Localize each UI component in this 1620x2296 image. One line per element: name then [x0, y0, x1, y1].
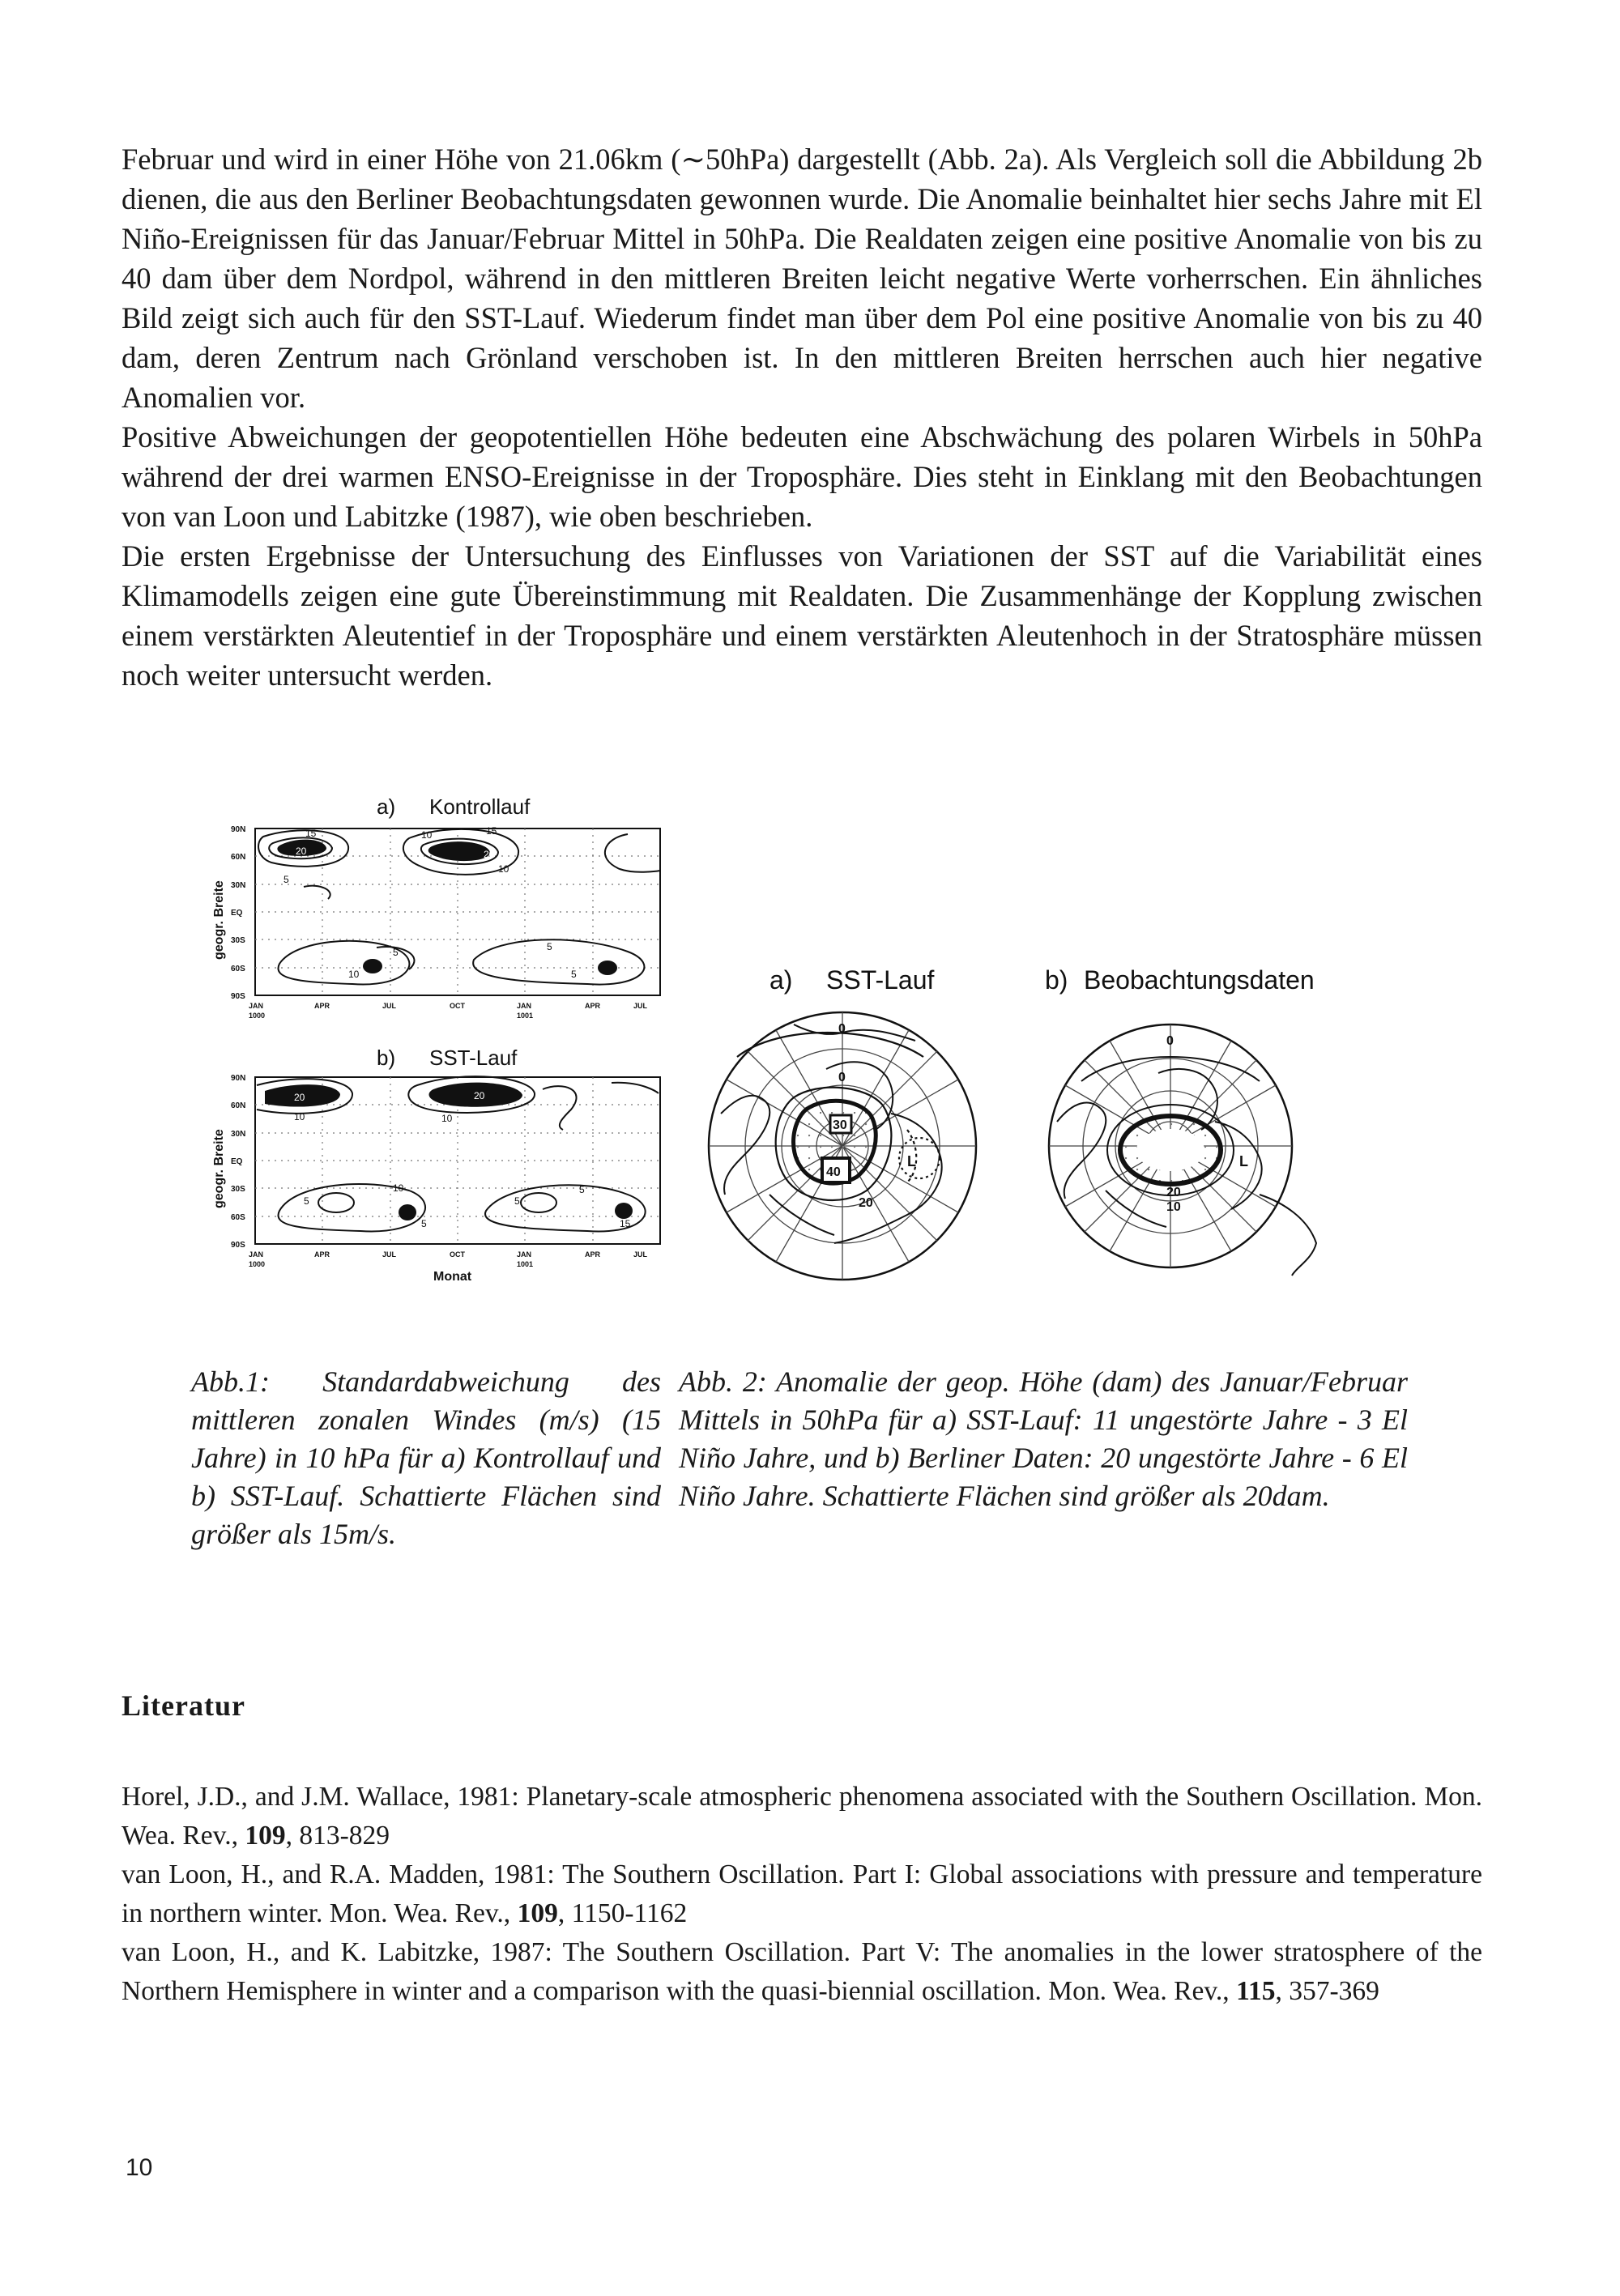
fig1-b-label: 5 — [421, 1218, 427, 1229]
paragraph-1: Februar und wird in einer Höhe von 21.06km (∼50hPa) dargestellt (Abb. 2a). Als Vergleich soll die Abbildung 2b dienen, die aus den Berliner Beobachtungsdaten gewonnen wurde. Die Anomalie beinhaltet hier sechs Jahre mit El Niño-Ereignissen für das Januar/Februar Mittel in 50hPa. Die Realdaten zeigen eine positive Anomalie von bis zu 40 dam über dem Nordpol, während in den mittleren Breiten leicht negative Werte vorherrschen. Ein ähnliches Bild zeigt sich auch für den SST-Lauf. Wiederum findet man über dem Pol eine positive Anomalie von bis zu 40 dam, deren Zentrum nach Grönland verschoben ist. In den mittleren Breiten herrschen auch hier negative Anomalien vor. — [122, 143, 1482, 414]
map-b-label: 20 — [1166, 1186, 1181, 1199]
ytick: 90S — [231, 1241, 245, 1250]
fig2-map-a — [709, 1012, 976, 1280]
literature-heading: Literatur — [122, 1689, 245, 1722]
fig1-panel-b-title: SST-Lauf — [429, 1046, 518, 1070]
fig2-map-b — [1049, 1024, 1316, 1276]
fig1-b-label: 20 — [294, 1092, 305, 1103]
reference-3 — [122, 1933, 1482, 2011]
xtick: OCT — [450, 1002, 465, 1010]
fig1-a-label: 20 — [484, 849, 495, 860]
ytick: 60S — [231, 965, 245, 973]
fig1-panel-a-ylabel: geogr. Breite — [212, 880, 226, 960]
ytick: 90S — [231, 992, 245, 1001]
figure-2 — [705, 960, 1377, 1300]
ytick: EQ — [231, 1157, 243, 1166]
fig1-b-label: 10 — [441, 1113, 453, 1124]
map-b-label: L — [1239, 1153, 1248, 1169]
paragraph-2: Positive Abweichungen der geopotentiellen Höhe bedeuten eine Abschwächung des polaren Wirbels in 50hPa während der drei warmen ENSO-Ereignisse in der Troposphäre. Dies steht in Einklang mit den Beobachtungen von van Loon und Labitzke (1987), wie oben beschrieben. — [122, 420, 1482, 533]
xtick: APR — [314, 1250, 330, 1259]
fig2-panel-b-title: Beobachtungsdaten — [1084, 965, 1315, 995]
page-number: 10 — [126, 2154, 153, 2181]
fig1-panel-a-title: Kontrollauf — [429, 794, 531, 819]
xtick-year: 1001 — [517, 1012, 534, 1020]
xtick: APR — [585, 1002, 601, 1010]
fig2-panel-a-label: a) — [770, 965, 793, 995]
xtick: JAN — [517, 1002, 532, 1010]
reference-3-pages: , 357-369 — [1275, 1976, 1379, 2006]
reference-2-pages: , 1150-1162 — [557, 1898, 688, 1928]
fig1-a-label: 20 — [296, 846, 307, 857]
xtick-year: 1000 — [249, 1260, 266, 1268]
fig1-panel-a-xticks — [249, 1002, 648, 1020]
xtick-year: 1001 — [517, 1260, 534, 1268]
paragraph-3: Die ersten Ergebnisse der Untersuchung des Einflusses von Variationen der SST auf die Variabilität eines Klimamodells zeigen eine gute Übereinstimmung mit Realdaten. Die Zusammenhänge der Kopplung zwischen einem verstärkten Aleutentief in der Troposphäre und einem verstärkten Aleutenhoch in der Stratosphäre müssen noch weiter untersucht werden. — [122, 539, 1482, 692]
xtick: JAN — [249, 1002, 264, 1010]
ytick: 60N — [231, 1101, 246, 1110]
reference-2 — [122, 1855, 1482, 1933]
fig1-b-label: 15 — [620, 1218, 631, 1229]
fig1-b-label: 10 — [393, 1182, 404, 1194]
fig1-a-label: 10 — [348, 969, 360, 980]
figure-1 — [207, 790, 676, 1288]
reference-1-pages: , 813-829 — [285, 1821, 390, 1851]
fig1-b-label: 20 — [474, 1090, 485, 1101]
fig1-a-label: 5 — [571, 969, 577, 980]
fig1-a-label: 10 — [421, 829, 433, 841]
body-text — [122, 139, 1482, 695]
fig1-panel-a-label: a) — [377, 794, 396, 819]
ytick: 90N — [231, 1074, 246, 1083]
map-b-shading — [1120, 1116, 1221, 1184]
xtick: JAN — [249, 1250, 264, 1259]
xtick: APR — [314, 1002, 330, 1010]
fig1-panel-b-label: b) — [377, 1046, 396, 1070]
map-a-label: 0 — [838, 1022, 846, 1036]
fig1-panel-b — [212, 1074, 660, 1284]
map-a-label: L — [907, 1153, 916, 1169]
fig1-a-label: 5 — [393, 947, 399, 958]
fig1-b-label: 5 — [579, 1184, 585, 1195]
ytick: 30S — [231, 936, 245, 945]
reference-list — [122, 1778, 1482, 2011]
fig1-a-label: 10 — [498, 863, 509, 875]
ytick: 90N — [231, 825, 246, 834]
ytick: 30S — [231, 1185, 245, 1194]
ytick: EQ — [231, 909, 243, 918]
fig1-a-label: 5 — [284, 874, 289, 885]
xtick-year: 1000 — [249, 1012, 266, 1020]
reference-3-volume: 115 — [1236, 1976, 1276, 2006]
xtick: JUL — [382, 1002, 397, 1010]
figure-1-svg — [207, 790, 676, 1288]
xtick: OCT — [450, 1250, 465, 1259]
xtick: JAN — [517, 1250, 532, 1259]
fig1-b-label: 5 — [514, 1195, 520, 1207]
map-b-label: 10 — [1166, 1200, 1181, 1214]
fig1-b-label: 5 — [304, 1195, 309, 1207]
ytick: 30N — [231, 881, 246, 890]
fig1-panel-a — [212, 825, 660, 1020]
reference-1-volume: 109 — [245, 1821, 286, 1851]
reference-3-text: van Loon, H., and K. Labitzke, 1987: The Southern Oscillation. Part V: The anomalies in the lower stratosphere of the Northern Hemisphere in winter and a comparison with the quasi-biennial oscillation. Mon. Wea. Rev., — [122, 1937, 1482, 2006]
fig1-panel-b-xticks — [249, 1250, 648, 1268]
ytick: 60N — [231, 853, 246, 862]
xtick: JUL — [633, 1250, 648, 1259]
reference-1 — [122, 1778, 1482, 1855]
map-a-label: 20 — [859, 1196, 873, 1210]
figure-2-svg — [705, 960, 1377, 1300]
fig2-panel-a-title: SST-Lauf — [826, 965, 935, 995]
xtick: JUL — [382, 1250, 397, 1259]
fig1-panel-b-ylabel: geogr. Breite — [212, 1129, 226, 1208]
figure-1-caption: Abb.1: Standardabweichung des mittleren zonalen Windes (m/s) (15 Jahre) in 10 hPa für a) Kontrollauf und b) SST-Lauf. Schattierte Flächen sind größer als 15m/s. — [191, 1365, 661, 1550]
figure-2-caption: Abb. 2: Anomalie der geop. Höhe (dam) des Januar/Februar Mittels in 50hPa für a) SST-Lauf: 11 ungestörte Jahre - 3 El Niño Jahre, und b) Berliner Daten: 20 ungestörte Jahre - 6 El Niño Jahre. Schattierte Flächen sind größer als 20dam. — [679, 1365, 1408, 1512]
fig2-panel-b-label: b) — [1045, 965, 1068, 995]
map-a-label: 0 — [838, 1071, 846, 1084]
map-a-label: 30 — [833, 1118, 847, 1132]
ytick: 30N — [231, 1130, 246, 1139]
reference-1-text: Horel, J.D., and J.M. Wallace, 1981: Planetary-scale atmospheric phenomena associated with the Southern Oscillation. Mon. Wea. Rev., — [122, 1782, 1482, 1851]
fig1-xlabel: Monat — [433, 1270, 472, 1284]
fig1-a-label: 5 — [547, 941, 552, 952]
map-a-label: 40 — [826, 1165, 841, 1179]
reference-2-text: van Loon, H., and R.A. Madden, 1981: The Southern Oscillation. Part I: Global associations with pressure and temperature in northern winter. Mon. Wea. Rev., — [122, 1859, 1482, 1928]
ytick: 60S — [231, 1213, 245, 1222]
map-b-label: 0 — [1166, 1034, 1174, 1048]
fig1-panel-a-yticks — [231, 825, 245, 1001]
fig1-b-label: 10 — [294, 1111, 305, 1122]
fig1-a-label: 15 — [305, 828, 317, 839]
reference-2-volume: 109 — [517, 1898, 558, 1928]
xtick: JUL — [633, 1002, 648, 1010]
xtick: APR — [585, 1250, 601, 1259]
fig1-panel-b-yticks — [231, 1074, 245, 1250]
fig1-a-label: 15 — [486, 825, 497, 837]
